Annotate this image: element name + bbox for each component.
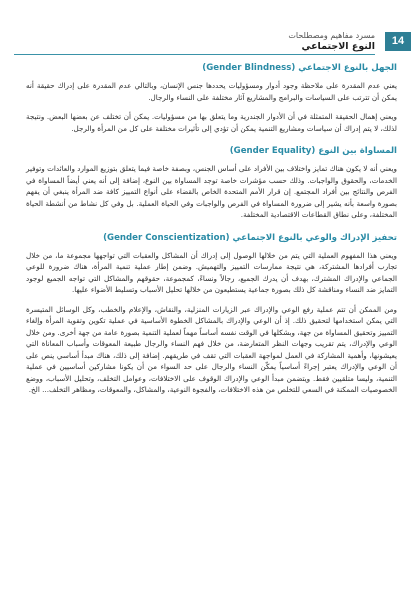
header-divider bbox=[14, 54, 375, 55]
page-content bbox=[26, 62, 397, 407]
section-title: المساواة بين النوع (Gender Equality) bbox=[229, 146, 397, 156]
page-number-badge: 14 bbox=[385, 32, 411, 51]
paragraph: ويعني هذا المفهوم العملية التي يتم من خلالها الوصول إلى إدراك أن المشاكل والعقبات التي تواجهها مجموعة ما، من خلال تجارب أفرادها المشتركة، هي نتيجة ممارسات التمييز والتهميش. وضمن إطار عملية تنمية المرأة، هناك ضرورة للوعي الجماعي والإدراك المشترك، بهدف أن يدرك الجميع، رجالاً ونساءً، كمجموعة، حقوقهم والمشاكل التي تواجه الجميع لوجود التمايز ضد النساء ومناقشة كل ذلك بصورة جماعية يستطيعون من خلالها تحليل الأسباب وتسليط الأضواء عليها. bbox=[26, 250, 397, 294]
paragraph: يعني عدم المقدرة على ملاحظة وجود أدوار ومسؤوليات يحددها جنس الإنسان، وبالتالي عدم المقدرة على إدراك حقيقة أنه يمكن أن تترتب على السياسات والبرامج والمشاريع آثار مختلفة على النساء والرجال. bbox=[26, 81, 397, 102]
section-gender-equality bbox=[26, 145, 397, 221]
section-title: الجهل بالنوع الاجتماعي (Gender Blindness) bbox=[202, 63, 397, 73]
paragraph: ومن الممكن أن تتم عملية رفع الوعي والإدراك عبر الزيارات المنزلية، والنقاش، والإعلام والخطب، وكل الوسائل المتيسرة التي يمكن استخدامها لتحقيق ذلك. إذ أن الوعي والإدراك بالمشاكل الخطوة الأساسية في عملية تكوين وتقوية المرأة وإلغاء التمييز وتحقيق المساواة من جهة، وبشكلها في الوقت نفسه أساساً مهماً لعملية التنمية بصورة عامة من جهة أخرى. ومن خلال الوعي والإدراك، يتم تقريب وجهات النظر المتعارضة، من خلال فهم النساء والرجال طبيعة المعوقات وأسباب المعاناة التي يعيشونها، وأهمية المشاركة في العمل لمواجهة العقبات التي تقف في طريقهم. إضافة إلى ذلك، هناك مبدأ أساسي ينص على أن الوعي والإدراك يعتبر إجراءً أساسياً يمكّن النساء والرجال على حد السواء من أن يكونا مشاركين أساسيين في عملية التنمية، وليسا متلقيين فقط. ويتضمن مبدأ الوعي والإدراك الوقوف على الاختلافات، وعوامل التخلف، وتحليل الأسباب، ووضع الخصوصيات الممكنة في السعي للتخلص من هذه الاختلافات، والفجوة النوعية، والمشاكل، والمعوقات، ومظاهر التخلف... الخ. bbox=[26, 304, 397, 394]
paragraph: ويعني إهمال الحقيقة المتمثلة في أن الأدوار الجندرية وما يتعلق بها من مسؤوليات. يمكن أن تختلف عن بعضها البعض. ونتيجة لذلك، لا يتم إدراك أن سياسات ومشاريع التنمية يمكن أن تؤدي إلى تأثيرات مختلفة على كل من المرأة والرجل. bbox=[26, 112, 397, 133]
header-titles bbox=[288, 31, 375, 53]
header-super-title: مسرد مفاهيم ومصطلحات bbox=[288, 31, 375, 40]
section-title: تحفيز الإدراك والوعي بالنوع الاجتماعي (Gender Conscientization) bbox=[103, 232, 397, 243]
page-header bbox=[0, 29, 419, 57]
section-gender-conscientization bbox=[26, 232, 397, 396]
paragraph: ويعني أنه لا يكون هناك تمايز واختلاف بين الأفراد على أساس الجنس، وبصفة خاصة فيما يتعلق بتوزيع الموارد والعائدات وتوفير الخدمات، والحقوق والواجبات. وذلك حسب مؤشرات خاصة توجد المساواة بين النوع، إضافة إلى أنه يعني أيضاً المساواة في الفرص والنتائج بين أفراد المجتمع. إن قرار الأمم المتحدة الخاص بالقضاء على أنواع التمييز كافة ضد المرأة ينبغي أن يفهم بصورة واسعة بأنه يشير إلى ضرورة المساواة في الفرص والواجبات وفي الحياة العملية. بل وفي كل نشاط من أنشطة الحياة المختلفة، وعلى نطاق القطاعات الاقتصادية المختلفة. bbox=[26, 164, 397, 219]
header-title: النوع الاجتماعي bbox=[301, 41, 375, 52]
section-gender-blindness bbox=[26, 62, 397, 134]
